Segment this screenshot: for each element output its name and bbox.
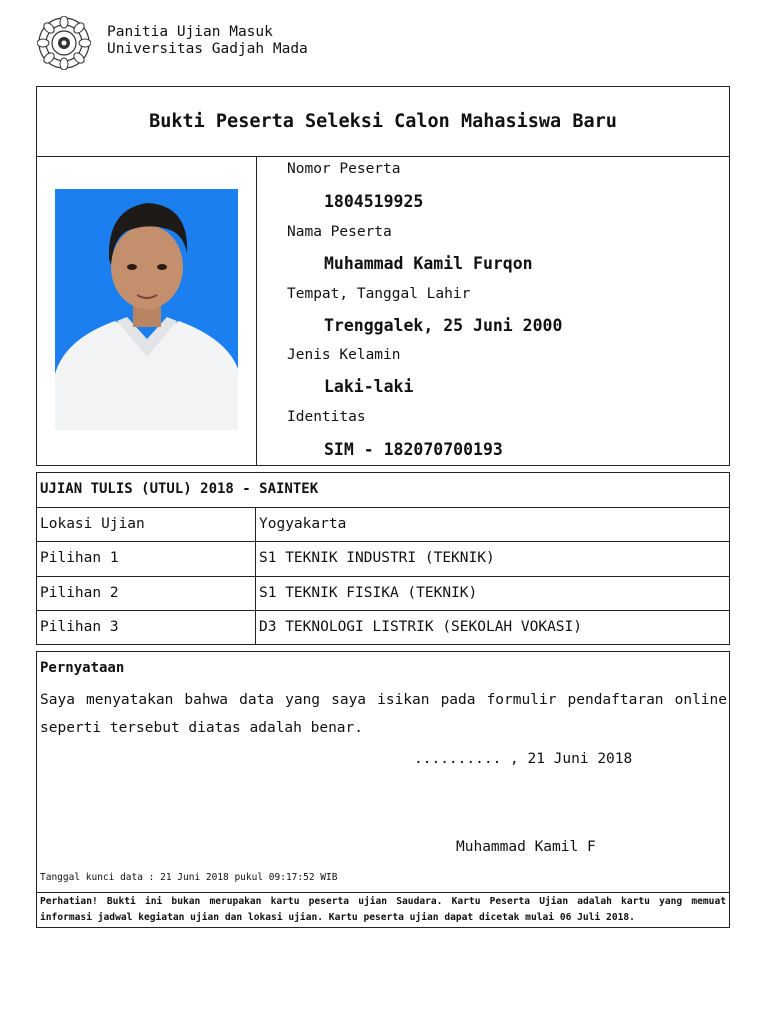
participant-number-label: Nomor Peserta [287, 161, 401, 177]
birth-place-date-value: Trenggalek, 25 Juni 2000 [324, 316, 563, 335]
participant-name-value: Muhammad Kamil Furqon [324, 254, 533, 273]
statement-heading: Pernyataan [40, 660, 125, 676]
choice-3-label: Pilihan 3 [40, 619, 119, 635]
statement-box [36, 651, 730, 928]
photo-cell [37, 156, 257, 465]
table-row [37, 610, 729, 645]
identity-label: Identitas [287, 409, 366, 425]
gender-label: Jenis Kelamin [287, 347, 401, 363]
table-row [37, 507, 729, 542]
org-name-line1: Panitia Ujian Masuk [107, 24, 273, 40]
choice-2-value: S1 TEKNIK FISIKA (TEKNIK) [259, 585, 478, 601]
participant-name-label: Nama Peserta [287, 224, 392, 240]
exam-table [36, 472, 730, 645]
signature-name: Muhammad Kamil F [456, 839, 596, 855]
exam-location-value: Yogyakarta [259, 516, 347, 532]
birth-place-date-label: Tempat, Tanggal Lahir [287, 286, 471, 302]
exam-location-label: Lokasi Ujian [40, 516, 145, 532]
org-name-line2: Universitas Gadjah Mada [107, 41, 308, 57]
participant-photo [55, 189, 238, 430]
exam-heading: UJIAN TULIS (UTUL) 2018 - SAINTEK [40, 481, 319, 497]
statement-date: .......... , 21 Juni 2018 [414, 751, 633, 767]
notice-text: Perhatian! Bukti ini bukan merupakan kartu peserta ujian Saudara. Kartu Peserta Ujian adalah kartu yang memuat informasi jadwal kegiatan ujian dan lokasi ujian. Kartu peserta ujian dapat dicetak mulai 06 Juli 2018. [37, 892, 729, 927]
identity-value: SIM - 182070700193 [324, 440, 503, 459]
statement-text: Saya menyatakan bahwa data yang saya isikan pada formulir pendaftaran online seperti tersebut diatas adalah benar. [40, 692, 727, 736]
table-row [37, 576, 729, 611]
participant-number-value: 1804519925 [324, 192, 424, 211]
card-title: Bukti Peserta Seleksi Calon Mahasiswa Baru [37, 87, 729, 157]
data-lock-info: Tanggal kunci data : 21 Juni 2018 pukul 09:17:52 WIB [40, 872, 338, 883]
choice-3-value: D3 TEKNOLOGI LISTRIK (SEKOLAH VOKASI) [259, 619, 583, 635]
table-row [37, 541, 729, 576]
choice-1-value: S1 TEKNIK INDUSTRI (TEKNIK) [259, 550, 495, 566]
choice-2-label: Pilihan 2 [40, 585, 119, 601]
participant-card [36, 86, 730, 466]
gender-value: Laki-laki [324, 377, 414, 396]
ugm-emblem-icon [37, 16, 91, 70]
choice-1-label: Pilihan 1 [40, 550, 119, 566]
